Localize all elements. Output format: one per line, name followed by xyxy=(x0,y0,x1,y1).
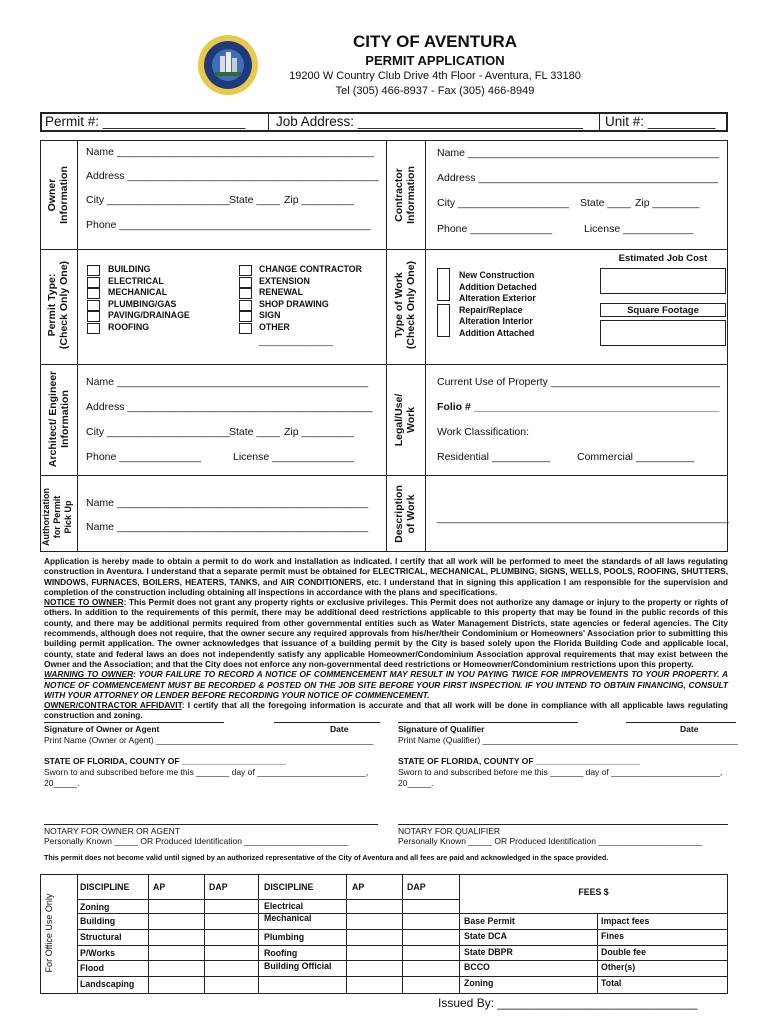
grid-line xyxy=(77,899,459,900)
dap-header: DAP xyxy=(209,882,228,892)
discipline-row: Mechanical xyxy=(264,913,312,923)
permit-type-checkbox[interactable] xyxy=(87,323,100,334)
permit-type-option: PLUMBING/GAS xyxy=(108,298,177,309)
architect-phone-field[interactable]: Phone ______________ xyxy=(86,451,202,463)
permit-number-field[interactable]: Permit #: ___________________ xyxy=(45,114,246,129)
validity-footnote: This permit does not become valid until signed by an authorized representative of the City of Aventura and all fees are paid and acknowledged in the space provided. xyxy=(44,853,609,862)
discipline-row: Plumbing xyxy=(264,932,305,942)
permit-type-checkbox[interactable] xyxy=(87,288,100,299)
permit-type-option: ELECTRICAL xyxy=(108,275,164,286)
owner-address-field[interactable]: Address ___________________________________________ xyxy=(86,170,379,182)
estimated-cost-input[interactable] xyxy=(600,268,726,294)
contractor-section-label: Contractor Information xyxy=(393,166,417,224)
work-type-option[interactable]: Addition Detached xyxy=(459,281,537,292)
permit-type-option: PAVING/DRAINAGE xyxy=(108,310,190,320)
permit-type-option: BUILDING xyxy=(108,264,151,274)
architect-address-field[interactable]: Address __________________________________________ xyxy=(86,401,373,413)
permit-type-checkbox[interactable] xyxy=(239,288,252,299)
notice-to-owner-label: NOTICE TO OWNER xyxy=(44,597,124,608)
owner-signature-label: Signature of Owner or Agent xyxy=(44,724,160,734)
discipline-header: DISCIPLINE xyxy=(264,882,314,892)
qualifier-identification-field[interactable]: Personally Known _____ OR Produced Identification ______________________ xyxy=(398,836,703,846)
authorization-section-label: Authorization for Permit Pick Up xyxy=(41,488,73,546)
qualifier-sworn-line[interactable]: Sworn to and subscribed before me this _______ day of _______________________, xyxy=(398,767,723,777)
job-address-field[interactable]: Job Address: ______________________________ xyxy=(276,114,584,129)
owner-identification-field[interactable]: Personally Known _____ OR Produced Identification ______________________ xyxy=(44,836,349,846)
qualifier-state-county-field[interactable]: STATE OF FLORIDA, COUNTY OF ______________________ xyxy=(398,756,640,766)
affidavit-text: : I certify that all the foregoing information is accurate and that all work will be done in compliance with all applicable laws regulating construction and zoning. xyxy=(44,700,728,721)
owner-sworn-line[interactable]: Sworn to and subscribed before me this _______ day of _______________________, xyxy=(44,767,369,777)
fee-item: BCCO xyxy=(464,962,490,972)
permit-type-option: MECHANICAL xyxy=(108,287,168,297)
permit-type-section-label: Permit Type: (Check Only One) xyxy=(46,260,70,350)
work-classification-label: Work Classification: xyxy=(437,426,529,438)
fee-item: State DCA xyxy=(464,931,508,941)
square-footage-input[interactable] xyxy=(600,320,726,346)
grid-line xyxy=(459,929,728,930)
permit-type-option: EXTENSION xyxy=(259,275,310,286)
owner-year-field[interactable]: 20_____. xyxy=(44,778,80,788)
contractor-state-field[interactable]: State ____ xyxy=(580,197,631,209)
application-statement: Application is hereby made to obtain a permit to do work and installation as indicated. I certify that all work will be performed to meet the standards of all laws regulating construction in Aventura. I understand that a separate permit must be obtained for ELECTRICAL, MECHANICAL, PLUMBING, SIGNS, WELLS, POOLS, ROOFING, SHUTTERS, WINDOWS, FURNACES, BOILERS, HEATERS, TANKS, and AIR CONDITIONERS, etc. I understand that in signing this application I am responsible for the supervision and completion of the construction including obtaining all inspections in accordance with the plans and specifications. xyxy=(44,556,728,597)
grid-line xyxy=(459,945,728,946)
grid-line xyxy=(77,929,459,930)
architect-license-field[interactable]: License ______________ xyxy=(233,451,354,463)
legal-text xyxy=(44,556,728,721)
grid-line xyxy=(77,945,459,946)
city-name: CITY OF AVENTURA xyxy=(352,32,518,51)
ap-header: AP xyxy=(352,882,365,892)
permit-type-checkbox[interactable] xyxy=(239,265,252,276)
qualifier-print-name-field[interactable]: Print Name (Qualifier) ______________________________________________________ xyxy=(398,735,738,745)
permit-type-checkbox[interactable] xyxy=(87,311,100,322)
discipline-row: Landscaping xyxy=(80,979,135,989)
residential-field[interactable]: Residential __________ xyxy=(437,451,551,463)
unit-number-field[interactable]: Unit #: _________ xyxy=(605,114,716,129)
affidavit-label: OWNER/CONTRACTOR AFFIDAVIT xyxy=(44,700,182,711)
permit-type-option: RENEWAL xyxy=(259,287,303,297)
architect-section-label: Architect/ Engineer Information xyxy=(47,370,71,468)
contractor-address-field[interactable]: Address _________________________________________ xyxy=(437,172,718,184)
work-type-option[interactable]: Alteration Interior xyxy=(459,316,533,326)
permit-type-option: CHANGE CONTRACTOR xyxy=(259,264,362,274)
discipline-row: Building xyxy=(80,916,116,926)
current-use-field[interactable]: Current Use of Property _____________________________ xyxy=(437,376,721,388)
owner-zip-field[interactable]: Zip _________ xyxy=(284,194,355,206)
architect-name-field[interactable]: Name ___________________________________________ xyxy=(86,376,369,388)
qualifier-signature-label: Signature of Qualifier xyxy=(398,724,485,734)
description-section-label: Description of Work xyxy=(393,485,417,543)
description-field[interactable]: __________________________________________________ xyxy=(437,512,729,524)
estimated-cost-label: Estimated Job Cost xyxy=(618,253,708,264)
warning-to-owner-label: WARNING TO OWNER xyxy=(44,669,134,680)
architect-zip-field[interactable]: Zip _________ xyxy=(284,426,355,438)
work-type-section-label: Type of Work (Check Only One) xyxy=(393,260,417,350)
contractor-city-field[interactable]: City ___________________ xyxy=(437,197,569,209)
owner-name-field[interactable]: Name ____________________________________________ xyxy=(86,146,374,158)
owner-state-field[interactable]: State ____ xyxy=(229,194,280,206)
fee-item: Double fee xyxy=(601,947,646,957)
fee-item: Zoning xyxy=(464,978,494,988)
architect-city-field[interactable]: City _____________________ xyxy=(86,426,230,438)
contractor-license-field[interactable]: License ____________ xyxy=(584,223,694,235)
legal-section-label: Legal/Use/ Work xyxy=(393,393,417,447)
fee-item: Total xyxy=(601,978,622,988)
work-type-checkbox[interactable] xyxy=(437,304,450,337)
permit-type-checkbox[interactable] xyxy=(239,277,252,288)
warning-to-owner-text: : YOUR FAILURE TO RECORD A NOTICE OF COMMENCEMENT MAY RESULT IN YOU PAYING TWICE FOR IMPROVEMENTS TO YOUR PROPERTY. A NOTICE OF COMMENCEMENT MUST BE RECORDED & POSTED ON THE JOB SITE BEFORE YOUR FIRST INSPECTION. IF YOU INTEND TO OBTAIN FINANCING, CONSULT WITH YOUR ATTORNEY OR LENDER BEFORE RECORDING YOUR NOTICE OF COMMENCEMENT. xyxy=(44,669,728,700)
discipline-row: Structural xyxy=(80,932,122,942)
discipline-row: Roofing xyxy=(264,948,298,958)
form-title: PERMIT APPLICATION xyxy=(365,53,505,68)
work-type-option[interactable]: Alteration Exterior xyxy=(459,293,536,303)
dap-header: DAP xyxy=(407,882,426,892)
folio-field[interactable]: Folio # __________________________________________ xyxy=(437,401,720,413)
work-type-option[interactable]: New Construction xyxy=(459,270,535,280)
contractor-name-field[interactable]: Name ___________________________________________ xyxy=(437,147,720,159)
contractor-zip-field[interactable]: Zip ________ xyxy=(635,197,700,209)
owner-phone-field[interactable]: Phone ___________________________________________ xyxy=(86,219,371,231)
grid-line xyxy=(459,960,728,961)
permit-type-option: SHOP DRAWING xyxy=(259,298,329,309)
notary-qualifier-label: NOTARY FOR QUALIFIER xyxy=(398,826,501,836)
owner-date-label: Date xyxy=(330,724,349,734)
fee-item: Fines xyxy=(601,931,624,941)
fees-header: FEES $ xyxy=(578,887,609,897)
work-type-checkbox[interactable] xyxy=(437,268,450,301)
fee-item: Base Permit xyxy=(464,916,515,926)
qualifier-date-label: Date xyxy=(680,724,699,734)
notary-owner-label: NOTARY FOR OWNER OR AGENT xyxy=(44,826,181,836)
permit-type-checkbox[interactable] xyxy=(239,323,252,334)
fee-item: State DBPR xyxy=(464,947,513,957)
permit-type-checkbox[interactable] xyxy=(87,300,100,311)
owner-city-field[interactable]: City _____________________ xyxy=(86,194,230,206)
commercial-field[interactable]: Commercial __________ xyxy=(577,451,695,463)
grid-line xyxy=(597,913,598,994)
discipline-header: DISCIPLINE xyxy=(80,882,130,892)
owner-state-county-field[interactable]: STATE OF FLORIDA, COUNTY OF ______________________ xyxy=(44,756,286,766)
permit-type-checkbox[interactable] xyxy=(87,277,100,288)
permit-type-option: ROOFING xyxy=(108,321,150,332)
permit-type-option: SIGN xyxy=(259,310,281,320)
discipline-row: Flood xyxy=(80,963,104,973)
owner-section-label: Owner Information xyxy=(46,166,70,224)
discipline-row: Zoning xyxy=(80,902,110,912)
work-type-option[interactable]: Addition Attached xyxy=(459,327,535,338)
qualifier-year-field[interactable]: 20_____. xyxy=(398,778,434,788)
grid-line xyxy=(77,976,459,977)
contractor-phone-field[interactable]: Phone ______________ xyxy=(437,223,553,235)
discipline-row: Building Official xyxy=(264,961,332,971)
notice-to-owner-text: : This Permit does not grant any property rights or exclusive privileges. This Permit does not authorize any damage or injury to the property or rights of others. In addition to the requirements of this permit, there may be additional deed restrictions applicable to this property that may be found in the public records of this county, and there may be additional permits required from other governmental entities such as Water Management Districts, state agencies or federal agencies. The City recommends, although does not require, that the owner secure any required approvals from his/her/their Condominium or Homeowners' Association prior to submitting this building permit application. The owner acknowledges that issuance of a building permit by the City is based solely upon the Florida Building Code and applicable local, county, state and federal laws an does not independently satisfy any applicable Homeowner/Condominium Association approval requirements that may exist between the Owner and the Association; and that the City does not enforce any non-governmental deed restrictions or Homeowner/Condominium restrictions upon this property. xyxy=(44,597,728,669)
office-use-label: For Office Use Only xyxy=(44,893,54,973)
grid-line xyxy=(459,913,728,914)
ap-header: AP xyxy=(153,882,166,892)
architect-state-field[interactable]: State ____ xyxy=(229,426,280,438)
permit-type-checkbox[interactable] xyxy=(239,300,252,311)
fee-item: Other(s) xyxy=(601,962,636,972)
city-phone: Tel (305) 466-8937 - Fax (305) 466-8949 xyxy=(335,85,535,97)
discipline-row: P/Works xyxy=(80,948,116,958)
discipline-row: Electrical xyxy=(264,901,304,911)
work-type-option[interactable]: Repair/Replace xyxy=(459,304,523,315)
permit-type-option: OTHER xyxy=(259,321,290,332)
permit-type-other-line[interactable]: ______________ xyxy=(259,336,333,347)
fee-item: Impact fees xyxy=(601,916,650,926)
city-address: 19200 W Country Club Drive 4th Floor - Aventura, FL 33180 xyxy=(289,70,581,82)
permit-type-checkbox[interactable] xyxy=(239,311,252,322)
authorized-name-1-field[interactable]: Name ___________________________________________ xyxy=(86,497,369,509)
owner-print-name-field[interactable]: Print Name (Owner or Agent) ______________________________________________ xyxy=(44,735,374,745)
authorized-name-2-field[interactable]: Name ___________________________________________ xyxy=(86,521,369,533)
grid-line xyxy=(459,976,728,977)
issued-by-field[interactable]: Issued By: ______________________________ xyxy=(438,996,698,1010)
permit-type-checkbox[interactable] xyxy=(87,265,100,276)
square-footage-label: Square Footage xyxy=(627,305,699,316)
